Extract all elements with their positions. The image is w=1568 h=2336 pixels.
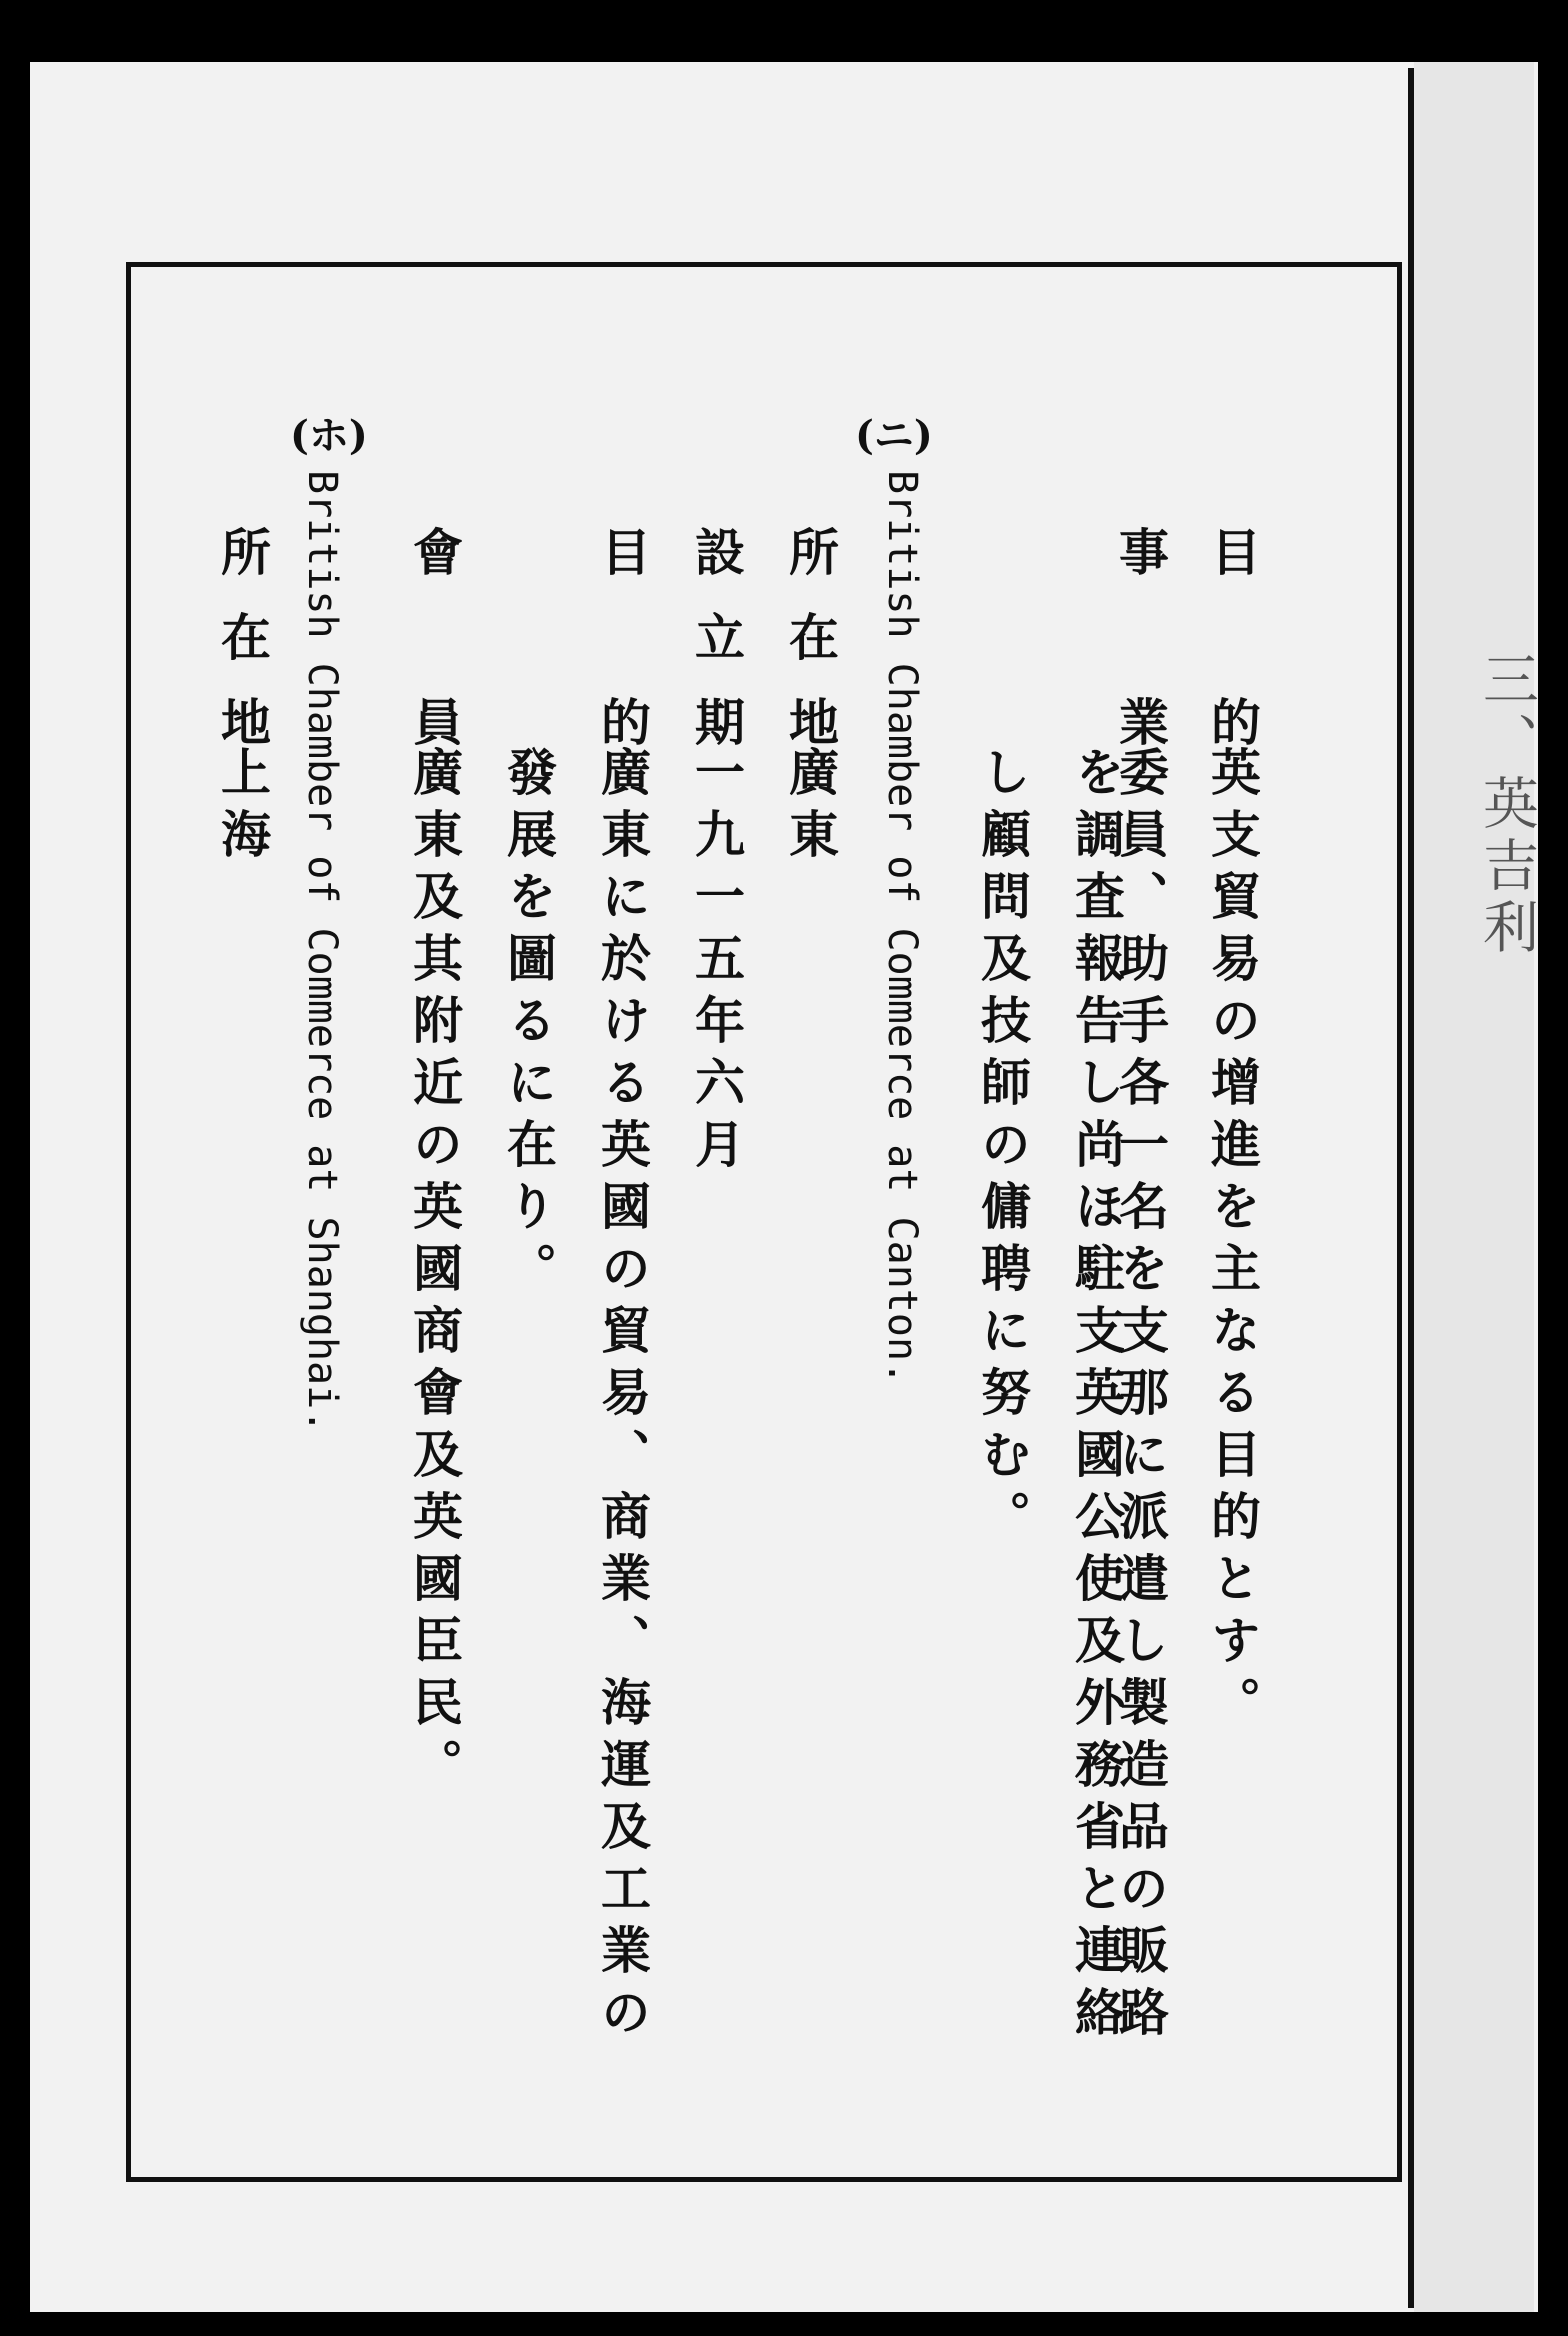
prev-purpose-row — [1202, 526, 1262, 1738]
section-ni-number: (ニ) — [855, 412, 933, 459]
section-ho-number: (ホ) — [290, 412, 368, 459]
right-margin-strip — [1414, 62, 1534, 2312]
ho-location-row — [212, 526, 272, 870]
field-label: 所在地 — [781, 526, 840, 746]
ni-purpose-row — [592, 526, 652, 2048]
field-value: を調査報告し尚ほ駐支英國公使及外務省と連絡 — [1067, 746, 1126, 2048]
prev-business-cont-1 — [1066, 526, 1126, 2048]
field-value: 一九一五年六月 — [687, 746, 746, 1180]
field-value: 廣東 — [781, 746, 840, 870]
field-value: 英支貿易の增進を主なる目的とす。 — [1203, 746, 1262, 1738]
field-value: 上海 — [213, 746, 272, 870]
field-value: 廣東及其附近の英國商會及英國臣民。 — [405, 746, 464, 1800]
field-label: 所在地 — [213, 526, 272, 746]
field-label: 會員 — [405, 526, 464, 746]
field-value: 委員、助手各一名を支那に派遣し製造品の販路 — [1111, 746, 1170, 2048]
field-value: 發展を圖るに在り。 — [499, 746, 558, 1304]
ni-established-row — [686, 526, 746, 1180]
field-label — [972, 526, 1032, 746]
ni-purpose-cont — [498, 526, 558, 1304]
field-value: 廣東に於ける英國の貿易、商業、海運及工業の — [593, 746, 652, 2048]
ni-location-row — [780, 526, 840, 870]
field-label: 設立期 — [687, 526, 746, 746]
field-label — [498, 526, 558, 746]
field-label: 目的 — [593, 526, 652, 746]
ni-members-row — [404, 526, 464, 1800]
field-label — [1066, 526, 1126, 746]
field-label: 目的 — [1203, 526, 1262, 746]
prev-business-cont-2 — [972, 526, 1032, 1552]
field-label: 事業 — [1111, 526, 1170, 746]
section-ni-english-name: British Chamber of Commerce at Canton. — [879, 470, 925, 1386]
section-ho-english-name: British Chamber of Commerce at Shanghai. — [299, 470, 345, 1434]
field-value: し顧問及技師の傭聘に努む。 — [973, 746, 1032, 1552]
binding-line — [1408, 68, 1414, 2308]
side-header: 三、英吉利 — [1474, 650, 1539, 960]
